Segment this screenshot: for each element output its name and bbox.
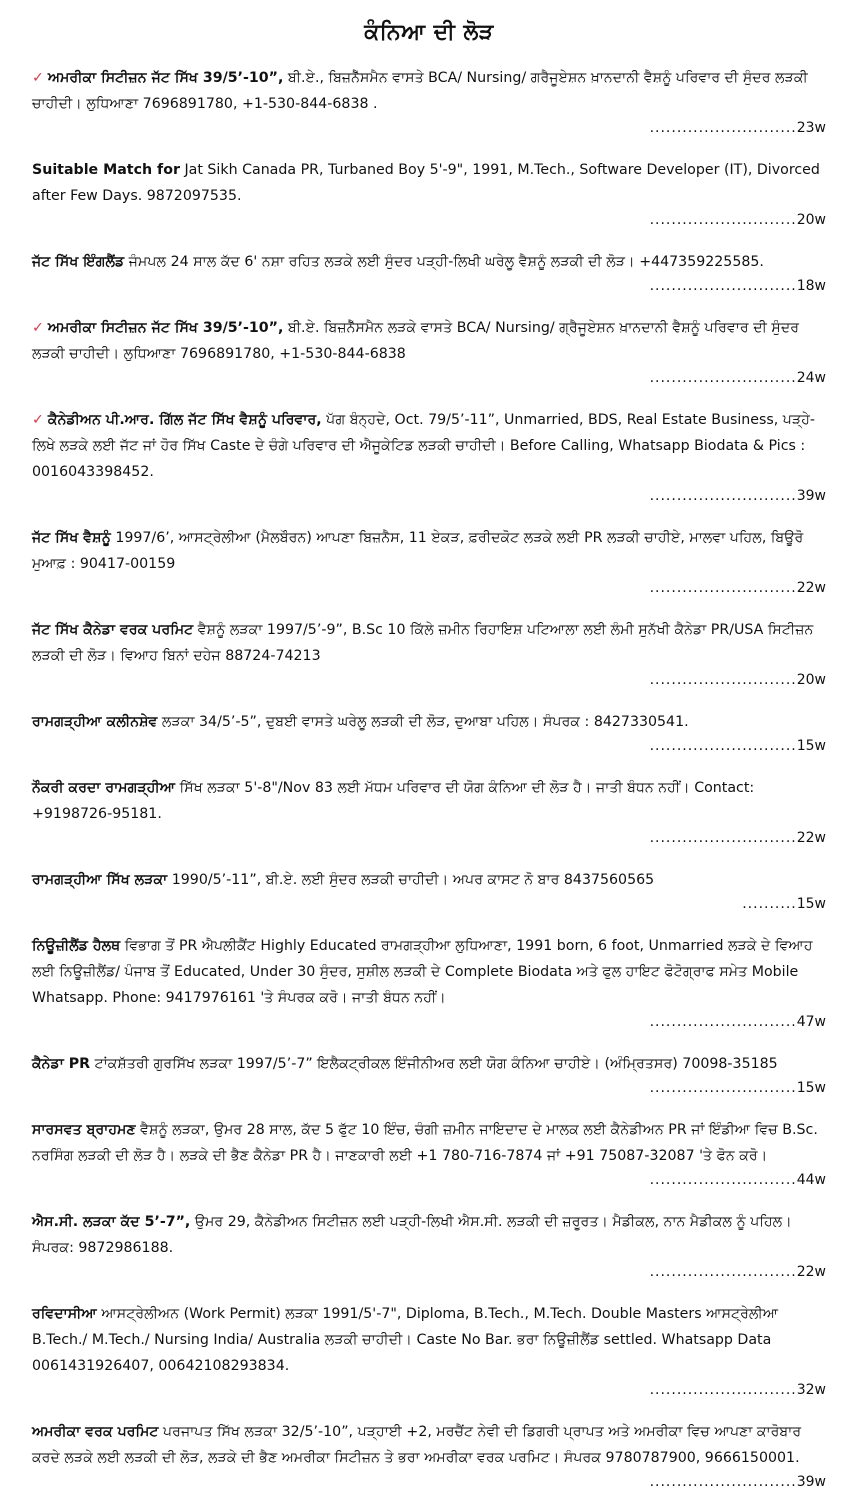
classified-ad [32, 1117, 826, 1191]
ad-footer [32, 1379, 826, 1401]
ad-code: 24w [796, 370, 826, 386]
ad-footer [32, 367, 826, 389]
classified-ad [32, 775, 826, 849]
ad-body: Jat Sikh Canada PR, Turbaned Boy 5'-9", 1991, M.Tech., Software Developer (IT), Divorced after Few Days. 9872097535. [32, 162, 820, 204]
ad-footer [32, 1471, 826, 1493]
ad-body: ਟਾਂਕਸ਼ੱਤਰੀ ਗੁਰਸਿੱਖ ਲੜਕਾ 1997/5’-7” ਇਲੈਕਟ੍ਰੀਕਲ ਇੰਜੀਨੀਅਰ ਲਈ ਯੋਗ ਕੰਨਿਆ ਚਾਹੀਏ। (ਅੰਮ੍ਰਿਤਸਰ) 70098-35185 [90, 1056, 778, 1072]
ad-code: 18w [796, 278, 826, 294]
ad-dot-leader: .......... [742, 896, 797, 912]
ad-lead: ਰਵਿਦਾਸੀਆ [32, 1306, 97, 1322]
ad-body: ਲੜਕਾ 34/5’-5”, ਦੁਬਈ ਵਾਸਤੇ ਘਰੇਲੂ ਲੜਕੀ ਦੀ ਲੋੜ, ਦੁਆਬਾ ਪਹਿਲ। ਸੰਪਰਕ : 8427330541. [157, 714, 689, 730]
ad-dot-leader: ........................... [649, 370, 797, 386]
check-mark-icon: ✓ [32, 320, 44, 336]
ad-dot-leader: ........................... [649, 488, 797, 504]
classified-ad [32, 1051, 826, 1099]
check-mark-icon: ✓ [32, 70, 44, 86]
ad-code: 20w [796, 212, 826, 228]
ad-lead: ਕੈਨੇਡੀਅਨ ਪੀ.ਆਰ. ਗਿੱਲ ਜੱਟ ਸਿੱਖ ਵੈਸ਼ਨੂੰ ਪਰਿਵਾਰ, [47, 412, 322, 428]
ad-lead: ਐਸ.ਸੀ. ਲੜਕਾ ਕੱਦ 5’-7”, [32, 1214, 191, 1230]
ad-footer [32, 117, 826, 139]
ad-code: 15w [796, 896, 826, 912]
classified-ad [32, 249, 826, 297]
ad-lead: ਰਾਮਗੜ੍ਹੀਆ ਸਿੱਖ ਲੜਕਾ [32, 872, 168, 888]
classified-ad [32, 1209, 826, 1283]
ad-dot-leader: ........................... [649, 1382, 797, 1398]
ad-footer [32, 1261, 826, 1283]
ad-footer [32, 735, 826, 757]
ad-code: 39w [796, 488, 826, 504]
ad-dot-leader: ........................... [649, 580, 797, 596]
ad-dot-leader: ........................... [649, 1080, 797, 1096]
classified-ad [32, 1419, 826, 1493]
ad-code: 15w [796, 738, 826, 754]
ad-dot-leader: ........................... [649, 738, 797, 754]
classified-ad [32, 525, 826, 599]
ad-body: ਵਿਭਾਗ ਤੋਂ PR ਐਪਲੀਕੈਂਟ Highly Educated ਰਾਮਗੜ੍ਹੀਆ ਲੁਧਿਆਣਾ, 1991 born, 6 foot, Unmarried ਲੜਕੇ ਦੇ ਵਿਆਹ ਲਈ ਨਿਊਜ਼ੀਲੈਂਡ/ ਪੰਜਾਬ ਤੋਂ Educated, Under 30 ਸੁੰਦਰ, ਸੁਸ਼ੀਲ ਲੜਕੀ ਦੇ Complete Biodata ਅਤੇ ਫੁਲ ਹਾਇਟ ਫੋਟੋਗ੍ਰਾਫ ਸਮੇਤ Mobile Whatsapp. Phone: 9417976161 'ਤੇ ਸੰਪਰਕ ਕਰੋ। ਜਾਤੀ ਬੰਧਨ ਨਹੀਂ। [32, 938, 813, 1006]
ad-body: ਬੀ.ਏ., ਬਿਜ਼ਨੈੱਸਮੈਨ ਵਾਸਤੇ BCA/ Nursing/ ਗਰੈਜੂਏਸ਼ਨ ਖ਼ਾਨਦਾਨੀ ਵੈਸ਼ਨੂੰ ਪਰਿਵਾਰ ਦੀ ਸੁੰਦਰ ਲੜਕੀ ਚਾਹੀਦੀ। ਲੁਧਿਆਣਾ 7696891780, +1-530-844-6838 . [32, 70, 808, 112]
classified-ad [32, 617, 826, 691]
ad-code: 15w [796, 1080, 826, 1096]
ad-footer [32, 827, 826, 849]
classified-ad [32, 407, 826, 507]
ad-code: 23w [796, 120, 826, 136]
page-title: ਕੰਨਿਆ ਦੀ ਲੋੜ [364, 20, 494, 45]
ad-body: 1990/5’-11”, ਬੀ.ਏ. ਲਈ ਸੁੰਦਰ ਲੜਕੀ ਚਾਹੀਦੀ। ਅਪਰ ਕਾਸਟ ਨੋ ਬਾਰ 8437560565 [167, 872, 655, 888]
ad-lead: ਜੱਟ ਸਿੱਖ ਕੈਨੇਡਾ ਵਰਕ ਪਰਮਿਟ [32, 622, 194, 638]
ad-body: ਪੱਗ ਬੰਨ੍ਹਦੇ, Oct. 79/5’-11”, Unmarried, BDS, Real Estate Business, ਪੜ੍ਹੇ-ਲਿਖੇ ਲੜਕੇ ਲਈ ਜੱਟ ਜਾਂ ਹੋਰ ਸਿੱਖ Caste ਦੇ ਚੰਗੇ ਪਰਿਵਾਰ ਦੀ ਐਜੂਕੇਟਿਡ ਲੜਕੀ ਚਾਹੀਦੀ। Before Calling, Whatsapp Biodata & Pics : 0016043398452. [32, 412, 816, 480]
ad-body: ਜੰਮਪਲ 24 ਸਾਲ ਕੱਦ 6' ਨਸ਼ਾ ਰਹਿਤ ਲੜਕੇ ਲਈ ਸੁੰਦਰ ਪੜ੍ਹੀ-ਲਿਖੀ ਘਰੇਲੂ ਵੈਸ਼ਨੂੰ ਲੜਕੀ ਦੀ ਲੋੜ। +447359225585. [124, 254, 764, 270]
ad-body: ਆਸਟ੍ਰੇਲੀਅਨ (Work Permit) ਲੜਕਾ 1991/5'-7", Diploma, B.Tech., M.Tech. Double Masters ਆਸਟ੍ਰੇਲੀਆ B.Tech./ M.Tech./ Nursing India/ Australia ਲੜਕੀ ਚਾਹੀਦੀ। Caste No Bar. ਭਰਾ ਨਿਊਜ਼ੀਲੈਂਡ settled. Whatsapp Data 0061431926407, 00642108293834. [32, 1306, 779, 1374]
ad-body: ਬੀ.ਏ. ਬਿਜ਼ਨੈੱਸਮੈਨ ਲੜਕੇ ਵਾਸਤੇ BCA/ Nursing/ ਗ੍ਰੈਜੂਏਸ਼ਨ ਖ਼ਾਨਦਾਨੀ ਵੈਸ਼ਨੂੰ ਪਰਿਵਾਰ ਦੀ ਸੁੰਦਰ ਲੜਕੀ ਚਾਹੀਦੀ। ਲੁਧਿਆਣਾ 7696891780, +1-530-844-6838 [32, 320, 800, 362]
ad-footer [32, 577, 826, 599]
ad-lead: ਨਿਊਜ਼ੀਲੈਂਡ ਹੈਲਥ [32, 938, 121, 954]
ad-dot-leader: ........................... [649, 212, 797, 228]
ad-dot-leader: ........................... [649, 1474, 797, 1490]
classified-ad [32, 315, 826, 389]
ad-dot-leader: ........................... [649, 1172, 797, 1188]
ad-lead: ਜੱਟ ਸਿੱਖ ਇੰਗਲੈਂਡ [32, 254, 125, 270]
ad-dot-leader: ........................... [649, 278, 797, 294]
ad-body: ਪਰਜਾਪਤ ਸਿੱਖ ਲੜਕਾ 32/5’-10”, ਪੜ੍ਹਾਈ +2, ਮਰਚੈਂਟ ਨੇਵੀ ਦੀ ਡਿਗਰੀ ਪ੍ਰਾਪਤ ਅਤੇ ਅਮਰੀਕਾ ਵਿਚ ਆਪਣਾ ਕਾਰੋਬਾਰ ਕਰਦੇ ਲੜਕੇ ਲਈ ਲੜਕੀ ਦੀ ਲੋੜ, ਲੜਕੇ ਦੀ ਭੈਣ ਅਮਰੀਕਾ ਸਿਟੀਜ਼ਨ ਤੇ ਭਰਾ ਅਮਰੀਕਾ ਵਰਕ ਪਰਮਿਟ। ਸੰਪਰਕ 9780787900, 9666150001. [32, 1424, 802, 1466]
ad-footer [32, 1077, 826, 1099]
ad-code: 20w [796, 672, 826, 688]
ad-lead: ਕੈਨੇਡਾ PR [32, 1056, 91, 1072]
classified-ad [32, 1301, 826, 1401]
classified-ad [32, 157, 826, 231]
ad-dot-leader: ........................... [649, 672, 797, 688]
ad-dot-leader: ........................... [649, 120, 797, 136]
check-mark-icon: ✓ [32, 412, 44, 428]
ad-footer [32, 893, 826, 915]
ad-lead: Suitable Match for [32, 162, 180, 178]
ad-footer [32, 669, 826, 691]
ad-body: ਉਮਰ 29, ਕੈਨੇਡੀਅਨ ਸਿਟੀਜ਼ਨ ਲਈ ਪੜ੍ਹੀ-ਲਿਖੀ ਐਸ.ਸੀ. ਲੜਕੀ ਦੀ ਜ਼ਰੂਰਤ। ਮੈਡੀਕਲ, ਨਾਨ ਮੈਡੀਕਲ ਨੂੰ ਪਹਿਲ। ਸੰਪਰਕ: 9872986188. [32, 1214, 792, 1256]
ad-body: ਵੈਸ਼ਨੂੰ ਲੜਕਾ 1997/5’-9”, B.Sc 10 ਕਿੱਲੇ ਜ਼ਮੀਨ ਰਿਹਾਇਸ਼ ਪਟਿਆਲਾ ਲਈ ਲੰਮੀ ਸੁਨੱਖੀ ਕੈਨੇਡਾ PR/USA ਸਿਟੀਜ਼ਨ ਲੜਕੀ ਦੀ ਲੋੜ। ਵਿਆਹ ਬਿਨਾਂ ਦਹੇਜ 88724-74213 [32, 622, 814, 664]
ad-code: 22w [796, 830, 826, 846]
ad-footer [32, 209, 826, 231]
ad-footer [32, 275, 826, 297]
ad-lead: ਜੱਟ ਸਿੱਖ ਵੈਸ਼ਨੂੰ [32, 530, 111, 546]
ad-lead: ਸਾਰਸਵਤ ਬ੍ਰਾਹਮਣ [32, 1122, 136, 1138]
ad-lead: ਅਮਰੀਕਾ ਸਿਟੀਜ਼ਨ ਜੱਟ ਸਿੱਖ 39/5’-10”, [47, 320, 284, 336]
ad-code: 22w [796, 1264, 826, 1280]
classified-ad [32, 867, 826, 915]
classified-ad [32, 933, 826, 1033]
ad-footer [32, 1169, 826, 1191]
ad-lead: ਰਾਮਗੜ੍ਹੀਆ ਕਲੀਨਸ਼ੇਵ [32, 714, 158, 730]
ad-footer [32, 485, 826, 507]
ad-dot-leader: ........................... [649, 1014, 797, 1030]
ad-lead: ਨੌਕਰੀ ਕਰਦਾ ਰਾਮਗੜ੍ਹੀਆ [32, 780, 176, 796]
ad-code: 39w [796, 1474, 826, 1490]
ad-code: 22w [796, 580, 826, 596]
ad-code: 44w [796, 1172, 826, 1188]
ad-dot-leader: ........................... [649, 1264, 797, 1280]
ad-footer [32, 1011, 826, 1033]
classified-ad [32, 65, 826, 139]
ad-code: 47w [796, 1014, 826, 1030]
ad-body: ਵੈਸ਼ਨੂੰ ਲੜਕਾ, ਉਮਰ 28 ਸਾਲ, ਕੱਦ 5 ਫੁੱਟ 10 ਇੰਚ, ਚੰਗੀ ਜ਼ਮੀਨ ਜਾਇਦਾਦ ਦੇ ਮਾਲਕ ਲਈ ਕੈਨੇਡੀਅਨ PR ਜਾਂ ਇੰਡੀਆ ਵਿਚ B.Sc. ਨਰਸਿੰਗ ਲੜਕੀ ਦੀ ਲੋੜ ਹੈ। ਲੜਕੇ ਦੀ ਭੈਣ ਕੈਨੇਡਾ PR ਹੈ। ਜਾਣਕਾਰੀ ਲਈ +1 780-716-7874 ਜਾਂ +91 75087-32087 'ਤੇ ਫੋਨ ਕਰੋ। [32, 1122, 818, 1164]
ad-lead: ਅਮਰੀਕਾ ਸਿਟੀਜ਼ਨ ਜੱਟ ਸਿੱਖ 39/5’-10”, [47, 70, 284, 86]
classified-ad [32, 709, 826, 757]
ad-body: ਸਿੱਖ ਲੜਕਾ 5'-8"/Nov 83 ਲਈ ਮੱਧਮ ਪਰਿਵਾਰ ਦੀ ਯੋਗ ਕੰਨਿਆ ਦੀ ਲੋੜ ਹੈ। ਜਾਤੀ ਬੰਧਨ ਨਹੀਂ। Contact: +9198726-95181. [32, 780, 755, 822]
ad-list [32, 65, 826, 1493]
ad-lead: ਅਮਰੀਕਾ ਵਰਕ ਪਰਮਿਟ [32, 1424, 159, 1440]
ad-code: 32w [796, 1382, 826, 1398]
ad-body: 1997/6’, ਆਸਟ੍ਰੇਲੀਆ (ਮੈਲਬੌਰਨ) ਆਪਣਾ ਬਿਜ਼ਨੈਸ, 11 ਏਕੜ, ਫ਼ਰੀਦਕੋਟ ਲੜਕੇ ਲਈ PR ਲੜਕੀ ਚਾਹੀਏ, ਮਾਲਵਾ ਪਹਿਲ, ਬਿਊਰੋ ਮੁਆਫ਼ : 90417-00159 [32, 530, 804, 572]
ad-dot-leader: ........................... [649, 830, 797, 846]
